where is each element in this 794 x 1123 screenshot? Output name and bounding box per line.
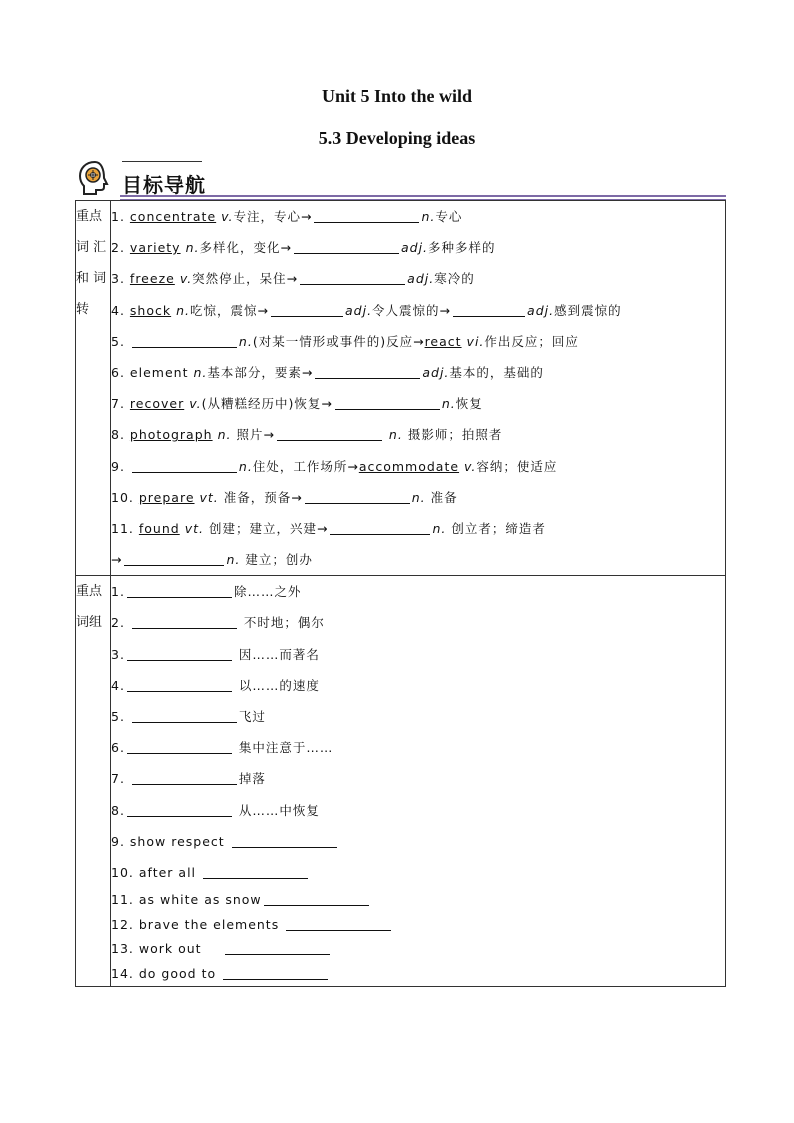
answer-blank[interactable] xyxy=(203,877,308,879)
page-subtitle: 5.3 Developing ideas xyxy=(318,128,476,148)
vocab-category: 重点 词 汇 和 词 转 xyxy=(76,201,111,576)
list-item: 3. 因……而著名 xyxy=(111,646,320,662)
list-item: 9. show respect xyxy=(111,826,725,857)
worksheet-table xyxy=(75,200,726,987)
banner-topline xyxy=(122,161,202,162)
head-gear-icon xyxy=(76,159,114,197)
answer-blank[interactable] xyxy=(335,408,440,410)
list-item-continuation: → n. 建立；创办 xyxy=(111,552,313,568)
list-item: 2. variety n.多样化，变化→ adj.多种多样的 xyxy=(111,240,496,256)
list-item: 11. as white as snow xyxy=(111,888,725,913)
answer-blank[interactable] xyxy=(232,846,337,848)
answer-blank[interactable] xyxy=(124,564,224,566)
list-item: 5. n.(对某一情形或事件的)反应→react vi.作出反应；回应 xyxy=(111,333,579,349)
vocab-section xyxy=(76,201,726,576)
answer-blank[interactable] xyxy=(305,502,410,504)
answer-blank[interactable] xyxy=(127,690,232,692)
answer-blank[interactable] xyxy=(300,283,405,285)
list-item: 7. recover v.(从糟糕经历中)恢复→ n.恢复 xyxy=(111,396,483,412)
list-item: 7. 掉落 xyxy=(111,771,266,787)
answer-blank[interactable] xyxy=(453,315,525,317)
answer-blank[interactable] xyxy=(132,721,237,723)
list-item: 8. 从……中恢复 xyxy=(111,802,320,818)
list-item: 5. 飞过 xyxy=(111,709,266,724)
list-item: 10. prepare vt. 准备，预备→ n. 准备 xyxy=(111,489,458,505)
list-item: 2. 不时地；偶尔 xyxy=(111,615,325,631)
answer-blank[interactable] xyxy=(314,221,419,223)
answer-blank[interactable] xyxy=(127,596,232,598)
answer-blank[interactable] xyxy=(330,533,430,535)
answer-blank[interactable] xyxy=(132,346,237,348)
list-item: 6. 集中注意于…… xyxy=(111,740,334,756)
list-item: 14. do good to xyxy=(111,962,725,987)
answer-blank[interactable] xyxy=(294,252,399,254)
answer-blank[interactable] xyxy=(223,978,328,980)
section-banner xyxy=(76,157,726,199)
list-item: 13. work out xyxy=(111,937,725,962)
answer-blank[interactable] xyxy=(127,815,232,817)
answer-blank[interactable] xyxy=(277,439,382,441)
answer-blank[interactable] xyxy=(132,471,237,473)
section-label: 目标导航 xyxy=(122,173,206,197)
phrase-category: 重点 词组 xyxy=(76,576,111,987)
answer-blank[interactable] xyxy=(132,783,237,785)
list-item: 6. element n.基本部分，要素→ adj.基本的，基础的 xyxy=(111,364,544,380)
list-item: 12. brave the elements xyxy=(111,913,725,938)
answer-blank[interactable] xyxy=(225,953,330,955)
answer-blank[interactable] xyxy=(127,752,232,754)
list-item: 1. concentrate v.专注，专心→ n.专心 xyxy=(111,209,463,224)
list-item: 3. freeze v.突然停止，呆住→ adj.寒冷的 xyxy=(111,271,475,287)
list-item: 9. n.住处，工作场所→accommodate v.容纳；使适应 xyxy=(111,458,558,474)
banner-rule xyxy=(120,195,726,197)
list-item: 1. 除……之外 xyxy=(111,584,302,600)
answer-blank[interactable] xyxy=(286,929,391,931)
answer-blank[interactable] xyxy=(132,627,237,629)
answer-blank[interactable] xyxy=(127,659,232,661)
answer-blank[interactable] xyxy=(264,904,369,906)
list-item: 10. after all xyxy=(111,857,725,888)
list-item: 8. photograph n. 照片→ n. 摄影师；拍照者 xyxy=(111,427,503,443)
page-title: Unit 5 Into the wild xyxy=(321,86,473,106)
phrase-list xyxy=(111,576,726,987)
list-item: 4. shock n.吃惊，震惊→ adj.令人震惊的→ adj.感到震惊的 xyxy=(111,302,622,318)
vocab-list xyxy=(111,201,726,576)
list-item: 4. 以……的速度 xyxy=(111,677,320,693)
phrase-section xyxy=(76,576,726,987)
answer-blank[interactable] xyxy=(271,315,343,317)
list-item: 11. found vt. 创建；建立，兴建→ n. 创立者；缔造者 xyxy=(111,520,546,536)
answer-blank[interactable] xyxy=(315,377,420,379)
